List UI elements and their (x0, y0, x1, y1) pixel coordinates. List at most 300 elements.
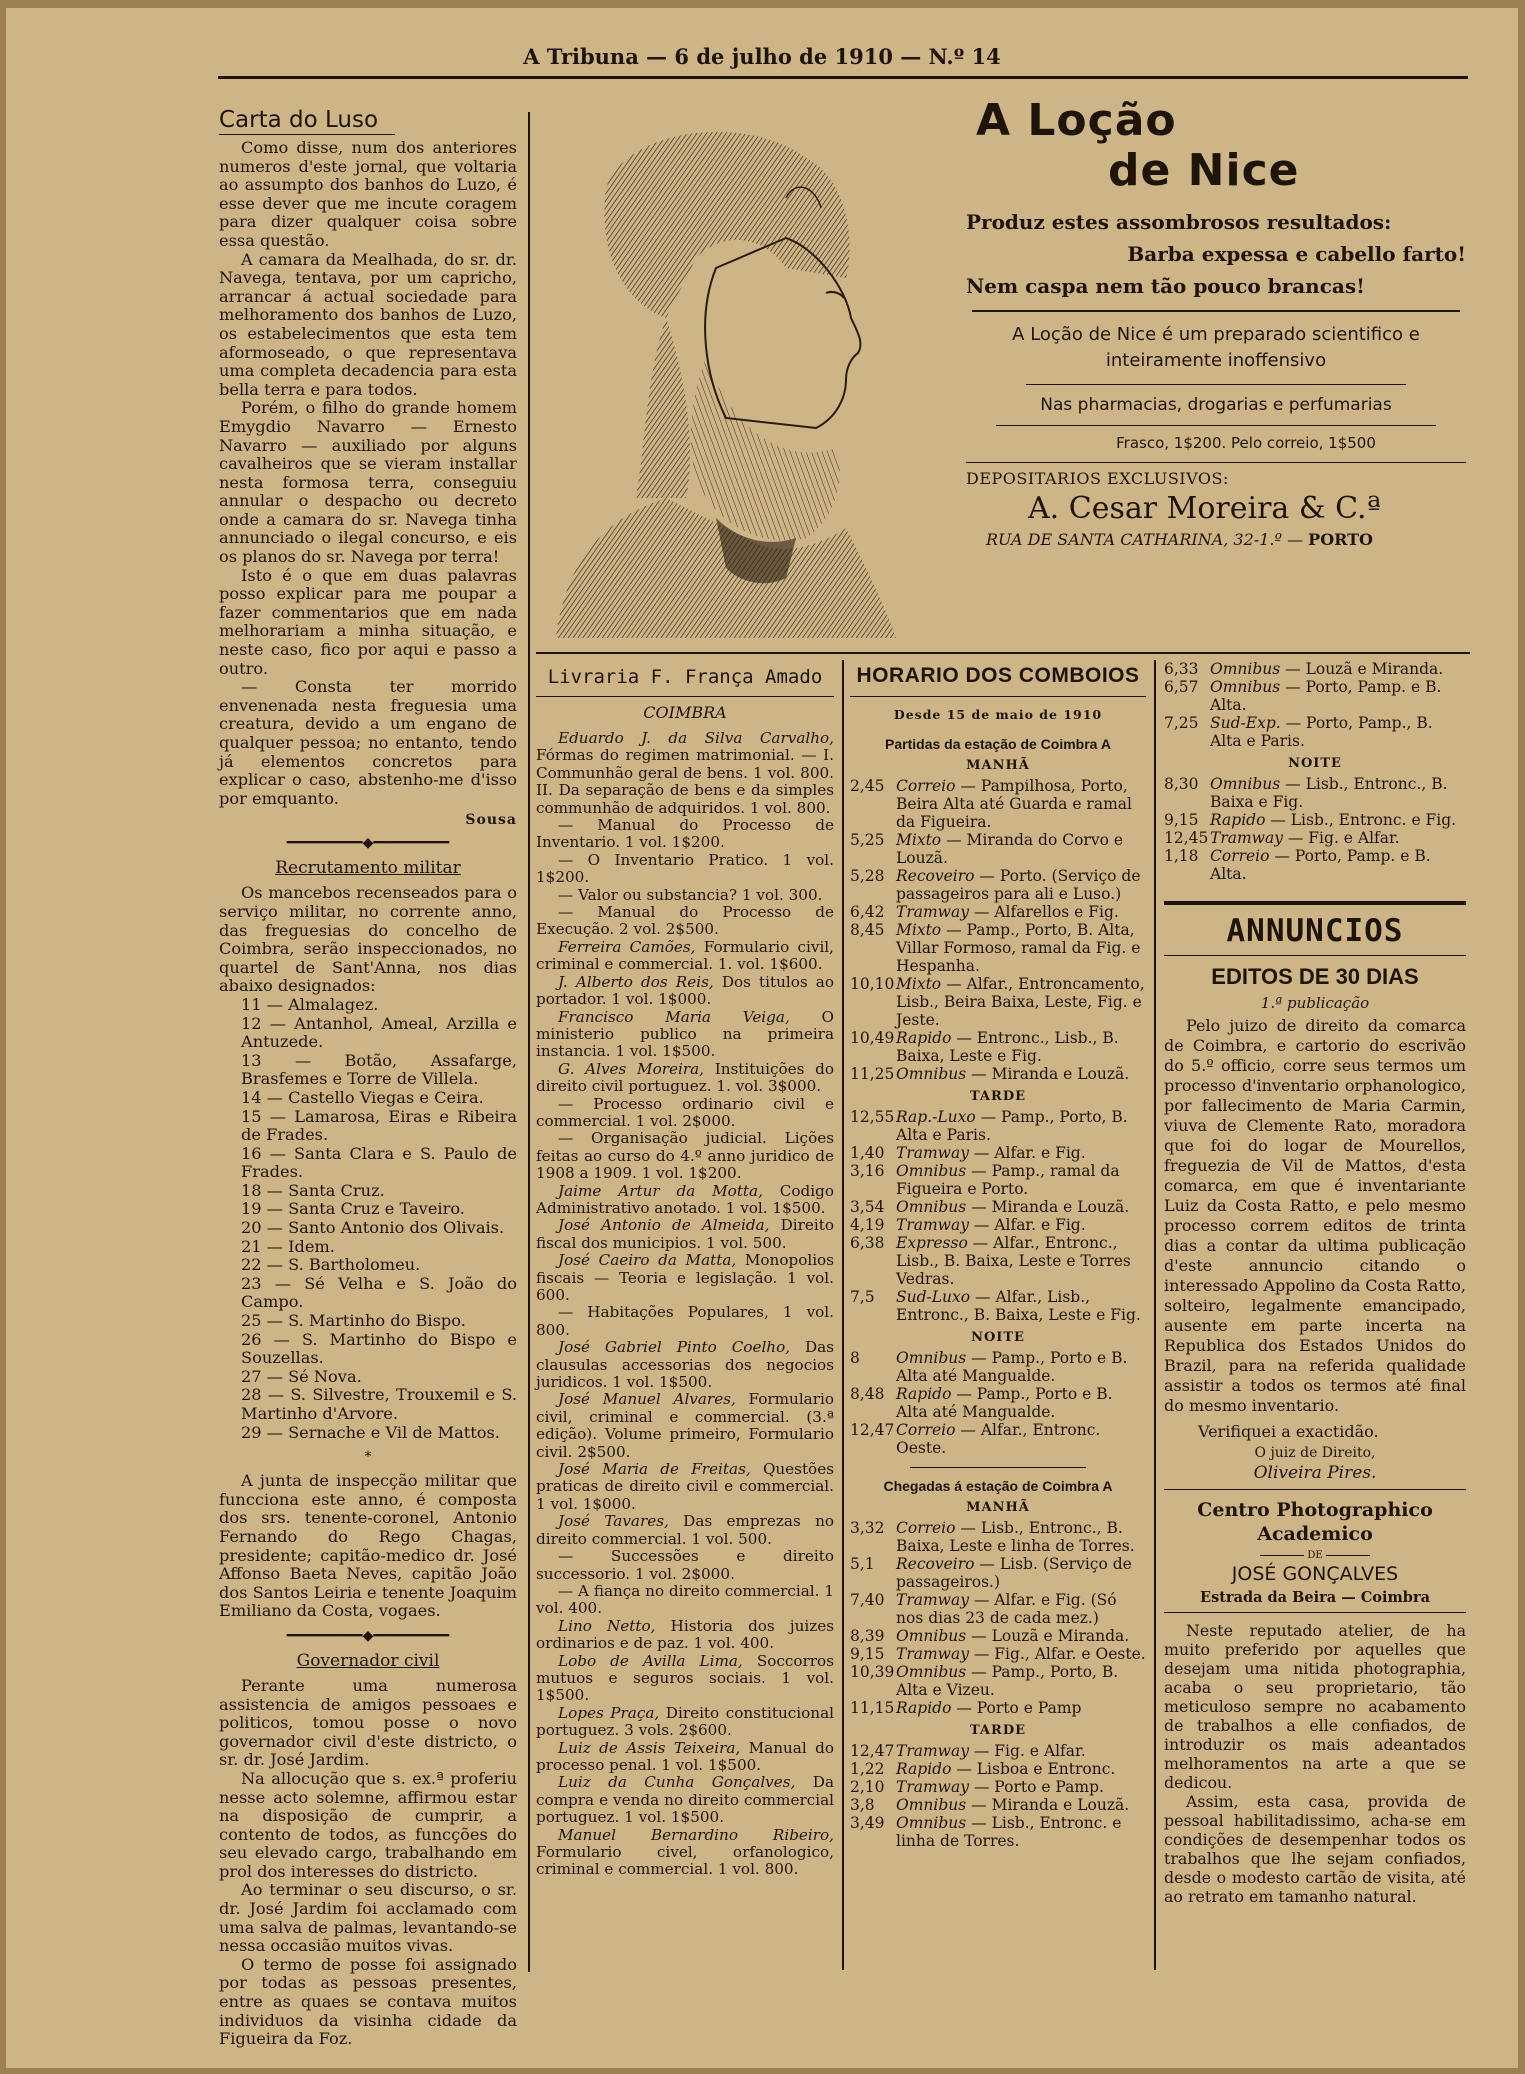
train-desc (896, 975, 1146, 1029)
book-text: — Processo ordinario civil e commercial. 1 vol. 2$000. (536, 1094, 834, 1130)
train-route: — Porto, Pamp., B. Alta e Paris. (1210, 714, 1433, 750)
partidas-noite (850, 1349, 1146, 1457)
train-row (1164, 714, 1466, 750)
chegadas-noite (1164, 775, 1466, 883)
train-route: — Miranda e Louzã. (966, 1065, 1130, 1083)
train-row (1164, 847, 1466, 883)
train-type: Tramway (896, 1144, 969, 1162)
train-desc (896, 1742, 1146, 1760)
train-time: 12,55 (850, 1108, 895, 1126)
book-text: Formulario civil, criminal e commercial. (3.ª edição). Volume primeiro, Formulario civil. 2$500. (536, 1390, 835, 1461)
train-type: Omnibus (1210, 660, 1281, 678)
list-item: 23 — Sé Velha e S. João do Campo. (241, 1273, 517, 1312)
train-time: 10,49 (850, 1029, 895, 1047)
train-time: 2,10 (850, 1778, 885, 1796)
recrutamento-intro (219, 884, 517, 996)
train-route: — Lisb. (Serviço de passageiros.) (896, 1555, 1132, 1591)
train-type: Tramway (896, 1778, 969, 1796)
junta-text (219, 1472, 517, 1621)
chegadas-manha (850, 1519, 1146, 1717)
portrait-engraving (546, 118, 946, 648)
train-desc (896, 831, 1146, 867)
train-type: Tramway (1210, 829, 1283, 847)
train-row (850, 1385, 1146, 1421)
train-desc (896, 1591, 1146, 1627)
section-label: MANHÃ (966, 758, 1030, 773)
carta-signature: Sousa (465, 812, 517, 829)
list-item: 29 — Sernache e Vil de Mattos. (241, 1422, 500, 1442)
locao-depositarios: DEPOSITARIOS EXCLUSIVOS: (966, 469, 1229, 488)
train-time: 8 (850, 1349, 860, 1367)
partidas-title: Partidas da estação de Coimbra A (885, 736, 1111, 752)
train-type: Recoveiro (896, 1555, 975, 1573)
recrutamento-list (219, 996, 517, 1442)
list-item: 25 — S. Martinho do Bispo. (241, 1311, 466, 1331)
locao-claim-2: Nem caspa nem tão pouco brancas! (966, 274, 1365, 298)
train-type: Rapido (1210, 811, 1266, 829)
train-time: 3,49 (850, 1814, 885, 1832)
book-entry (536, 1583, 834, 1618)
horario-rule (910, 1467, 1086, 1468)
train-time: 3,16 (850, 1162, 885, 1180)
book-text: Das emprezas no direito commercial. 1 vol. 500. (536, 1512, 834, 1548)
editos-publicacao: 1.ª publicação (1260, 994, 1370, 1012)
train-type: Sud-Exp. (1210, 714, 1281, 732)
book-author: Ferreira Camões, (558, 937, 696, 956)
train-desc (896, 1421, 1146, 1457)
carta-title: Carta do Luso (219, 106, 395, 135)
annuncios-title: ANNUNCIOS (1226, 913, 1404, 949)
book-entry (536, 1217, 834, 1252)
train-desc (896, 777, 1146, 831)
locao-desc: A Loção de Nice é um preparado scientifico e inteiramente inoffensivo (1012, 324, 1420, 371)
annuncios-rule (1164, 901, 1466, 905)
locao-rule (972, 310, 1460, 312)
list-item: 11 — Almalagez. (241, 994, 379, 1014)
train-row (1164, 829, 1466, 847)
locao-address: RUA DE SANTA CATHARINA, 32-1.º — (986, 530, 1304, 549)
locao-rule (996, 425, 1436, 426)
train-time: 1,40 (850, 1144, 885, 1162)
book-entry (536, 1740, 834, 1775)
train-row (850, 1421, 1146, 1457)
recrutamento-title: Recrutamento militar (275, 858, 461, 879)
train-desc (1210, 660, 1466, 678)
book-entry (536, 852, 834, 887)
train-desc (1210, 775, 1466, 811)
train-desc (896, 1216, 1146, 1234)
train-row (850, 1591, 1146, 1627)
masthead: A Tribuna — 6 de julho de 1910 — N.º 14 (523, 44, 1001, 69)
train-type: Expresso (896, 1234, 968, 1252)
train-route: — Entronc., Lisb., B. Baixa, Leste e Fig. (896, 1029, 1119, 1065)
book-entry (536, 887, 834, 904)
train-route: — Alfarellos e Fig. (968, 903, 1119, 921)
book-entry (536, 1548, 834, 1583)
train-row (850, 1645, 1146, 1663)
section-label: NOITE (1288, 756, 1342, 771)
book-entry (536, 817, 834, 852)
governador-body (219, 1677, 517, 2049)
train-route: — Alfar. e Fig. (968, 1216, 1086, 1234)
train-row (850, 1742, 1146, 1760)
train-row (850, 1627, 1146, 1645)
locao-address-line (986, 530, 1466, 549)
train-row (850, 1162, 1146, 1198)
train-row (1164, 678, 1466, 714)
centro-address: Estrada da Beira — Coimbra (1200, 1589, 1430, 1606)
train-type: Tramway (896, 1742, 969, 1760)
book-entry (536, 1130, 834, 1182)
paragraph: O termo de posse foi assignado por todas as pessoas presentes, entre as quaes se contava muitos individuos da visinha cidade da Figueira da Foz. (219, 1954, 517, 2049)
train-time: 6,38 (850, 1234, 885, 1252)
list-item: 16 — Santa Clara e S. Paulo de Frades. (241, 1143, 517, 1182)
paragraph: Pelo juizo de direito da comarca de Coimbra, e cartorio do escrivão do 5.º officio, corre seus termos um processo d'inventario orphanologico, por fallecimento de Maria Carmin, viuva de Clemente Rato, moradora que foi do logar de Mourellos, freguezia de Vil de Mattos, d'esta comarca, em que é inventariante Luiz da Costa Ratto, e pelo mesmo processo correm editos de trinta dias a contar da ultima publicação d'este annuncio citando o interessado Appolino da Costa Ratto, solteiro, legalmente emancipado, ausente em parte incerta na Republica dos Estados Unidos do Brazil, para na referida qualidade assistir a todos os termos até final do mesmo inventario. (1164, 1016, 1466, 1415)
locao-city: PORTO (1308, 530, 1373, 549)
book-text: Instituições do direito civil portuguez. 1. vol. 3$000. (536, 1059, 834, 1096)
train-row (850, 1555, 1146, 1591)
book-author: Manuel Bernardino Ribeiro, (558, 1825, 834, 1844)
ornament-rule-icon: ━━━━━━━━━◆━━━━━━━━━ (286, 835, 450, 852)
list-item: 27 — Sé Nova. (241, 1366, 362, 1386)
train-time: 1,22 (850, 1760, 885, 1778)
chegadas-tarde (850, 1742, 1146, 1850)
section-rule (536, 652, 1470, 654)
centro-name: JOSÉ GONÇALVES (1231, 1563, 1399, 1585)
list-item: 21 — Idem. (241, 1236, 335, 1256)
train-time: 11,15 (850, 1699, 895, 1717)
annuncios-rule (1164, 1489, 1466, 1490)
train-desc (896, 1555, 1146, 1591)
train-desc (896, 1108, 1146, 1144)
train-time: 2,45 (850, 777, 885, 795)
book-entry (536, 1061, 834, 1096)
book-text: Soccorros mutuos e seguros sociais. 1 vol. 1$500. (536, 1651, 834, 1705)
train-type: Mixto (896, 921, 942, 939)
train-route: — Miranda e Louzã. (966, 1796, 1130, 1814)
book-entry (536, 1513, 834, 1548)
book-entry (536, 730, 834, 817)
train-desc (896, 1627, 1146, 1645)
train-route: — Pamp., Porto, B. Alta, Villar Formoso, ramal da Fig. e Hespanha. (896, 921, 1141, 975)
train-type: Correio (896, 1519, 956, 1537)
book-author: Jaime Artur da Motta, (558, 1181, 763, 1200)
train-desc (896, 1198, 1146, 1216)
train-type: Omnibus (896, 1162, 967, 1180)
livraria-column (536, 660, 834, 1879)
centro-de-label: DE (1307, 1550, 1323, 1561)
train-desc (896, 867, 1146, 903)
book-text: Monopolios fiscais — Teoria e legislação. 1 vol. 600. (536, 1251, 834, 1304)
train-desc (896, 1519, 1146, 1555)
section-label: TARDE (969, 1723, 1027, 1738)
train-route: — Louzã e Miranda. (1280, 660, 1444, 678)
book-entry (536, 1096, 834, 1131)
horario-rule (850, 696, 1146, 697)
train-type: Sud-Luxo (896, 1288, 971, 1306)
train-row (850, 1108, 1146, 1144)
train-row (850, 1814, 1146, 1850)
book-text: — O Inventario Pratico. 1 vol. 1$200. (536, 850, 834, 887)
book-author: G. Alves Moreira, (558, 1059, 704, 1078)
train-row (850, 1198, 1146, 1216)
editos-verifiquei: Verifiquei a exactidão. (1198, 1422, 1379, 1441)
locao-where: Nas pharmacias, drogarias e perfumarias (1040, 395, 1392, 415)
train-type: Omnibus (896, 1198, 967, 1216)
train-route: — Porto, Pamp. e B. Alta. (1210, 678, 1442, 714)
train-time: 10,39 (850, 1663, 895, 1681)
paragraph: Perante uma numerosa assistencia de amigos pessoaes e politicos, tomou posse o novo governador civil d'este districto, o sr. dr. José Jardim. (219, 1675, 517, 1770)
train-route: — Fig., Alfar. e Oeste. (968, 1645, 1146, 1663)
locao-rule (966, 462, 1466, 463)
list-item: 18 — Santa Cruz. (241, 1180, 385, 1200)
centro-body (1164, 1621, 1466, 1906)
train-desc (1210, 678, 1466, 714)
train-type: Rapido (896, 1029, 952, 1047)
train-row (850, 777, 1146, 831)
train-route: — Pamp., Porto, B. Alta e Paris. (896, 1108, 1128, 1144)
train-time: 3,54 (850, 1198, 885, 1216)
train-route: — Miranda e Louzã. (966, 1198, 1130, 1216)
train-time: 9,15 (1164, 811, 1199, 829)
book-author: Luiz de Assis Teixeira, (558, 1738, 741, 1757)
ornament-rule-icon: ━━━━━━━━━◆━━━━━━━━━ (286, 1627, 450, 1644)
book-text: Questões praticas de direito civil e commercial. 1 vol. 1$000. (536, 1460, 834, 1513)
list-item: 14 — Castello Viegas e Ceira. (241, 1087, 484, 1107)
book-entry (536, 1705, 834, 1740)
asterisk-icon: * (364, 1449, 372, 1466)
paragraph: A junta de inspecção militar que funcciona este anno, é composta dos srs. tenente-coronel, Antonio Fernando do Rego Chagas, presidente; capitão-medico dr. José Affonso Baeta Neves, capitão João dos Santos Leiria e tenente Joaquim Emiliano da Costa, vogaes. (219, 1471, 517, 1621)
train-row (850, 1663, 1146, 1699)
train-type: Omnibus (896, 1814, 967, 1832)
train-row (1164, 811, 1466, 829)
train-route: — Porto e Pamp. (968, 1778, 1104, 1796)
train-row (850, 1796, 1146, 1814)
book-author: J. Alberto dos Reis, (558, 972, 714, 991)
train-desc (896, 903, 1146, 921)
book-text: O ministerio publico na primeira instancia. 1 vol. 1$500. (536, 1007, 834, 1061)
centro-rule (1164, 1612, 1466, 1613)
column-1 (219, 106, 517, 2049)
list-item: 13 — Botão, Assafarge, Brasfemes e Torre de Villela. (241, 1050, 517, 1089)
editos-title: EDITOS DE 30 DIAS (1211, 964, 1419, 989)
book-text: Das clausulas accessorias dos negocios juridicos. 1 vol. 1$500. (536, 1338, 834, 1392)
train-time: 10,10 (850, 975, 895, 993)
train-type: Omnibus (896, 1663, 967, 1681)
governador-title: Governador civil (296, 1650, 440, 1671)
train-desc (896, 921, 1146, 975)
chegadas-tarde-cont (1164, 660, 1466, 750)
train-desc (896, 1814, 1146, 1850)
editos-body (1164, 1016, 1466, 1416)
train-row (850, 1288, 1146, 1324)
train-route: — Alfar., Entronc. Oeste. (896, 1421, 1101, 1457)
train-type: Rapido (896, 1760, 952, 1778)
book-entry (536, 1391, 834, 1461)
train-route: — Alfar., Entroncamento, Lisb., Beira Baixa, Leste, Fig. e Jeste. (896, 975, 1145, 1029)
train-row (850, 1144, 1146, 1162)
book-text: — Valor ou substancia? 1 vol. 300. (558, 885, 823, 904)
train-time: 8,30 (1164, 775, 1199, 793)
locao-tagline: Produz estes assombrosos resultados: (966, 210, 1392, 234)
book-author: Lino Netto, (558, 1616, 656, 1635)
train-row (850, 903, 1146, 921)
train-desc (896, 1288, 1146, 1324)
livraria-city: COIMBRA (536, 696, 834, 722)
train-type: Omnibus (896, 1349, 967, 1367)
train-type: Mixto (896, 831, 942, 849)
column-rule (528, 112, 530, 1972)
masthead-rule (218, 76, 1468, 79)
train-desc (896, 1796, 1146, 1814)
book-text: Da compra e venda no direito commercial portuguez. 1 vol. 1$500. (536, 1773, 835, 1827)
train-time: 5,28 (850, 867, 885, 885)
train-row (850, 1216, 1146, 1234)
train-time: 11,25 (850, 1065, 895, 1083)
train-desc (896, 1699, 1146, 1717)
book-text: Manual do processo penal. 1 vol. 1$500. (536, 1738, 834, 1774)
train-route: — Alfar., Entronc., Lisb., B. Baixa, Leste e Torres Vedras. (896, 1234, 1131, 1288)
book-entry (536, 939, 834, 974)
train-time: 12,47 (850, 1421, 895, 1439)
paragraph: Como disse, num dos anteriores numeros d'este jornal, que voltaria ao assumpto dos banhos do Luzo, é esse dever que me incute coragem para dizer qualquer coisa sobre essa questão. (219, 138, 517, 250)
train-time: 6,57 (1164, 678, 1199, 696)
train-row (850, 1065, 1146, 1083)
train-type: Recoveiro (896, 867, 975, 885)
column-4 (1164, 660, 1466, 1906)
list-item: 22 — S. Bartholomeu. (241, 1255, 421, 1275)
section-label: MANHÃ (966, 1500, 1030, 1515)
locao-title-2: de Nice (1108, 145, 1300, 196)
book-text: — A fiança no direito commercial. 1 vol. 400. (536, 1581, 834, 1618)
section-label: NOITE (971, 1330, 1025, 1345)
train-type: Tramway (896, 903, 969, 921)
book-entry (536, 1252, 834, 1304)
train-row (850, 1029, 1146, 1065)
train-time: 4,19 (850, 1216, 885, 1234)
train-desc (1210, 847, 1466, 883)
column-rule (1154, 660, 1156, 1970)
train-route: — Alfar. e Fig. (Só nos dias 23 de cada mez.) (896, 1591, 1117, 1627)
locao-company: A. Cesar Moreira & C.ª (1028, 491, 1381, 526)
paragraph: Na allocução que s. ex.ª proferiu nesse acto solemne, affirmou estar na disposição de cumprir, a contento de todos, as funcções do seu elevado cargo, trabalhando em prol dos interesses do districto. (219, 1768, 517, 1881)
annuncios-rule (1164, 955, 1466, 956)
book-text: Historia dos juizes ordinarios e de paz. 1 vol. 400. (536, 1616, 834, 1653)
train-route: — Fig. e Alfar. (968, 1742, 1086, 1760)
train-time: 3,8 (850, 1796, 875, 1814)
paragraph: Ao terminar o seu discurso, o sr. dr. José Jardim foi acclamado com uma salva de palmas, levantando-se nessa occasião muitos vivas. (219, 1880, 517, 1956)
section-label: TARDE (969, 1089, 1027, 1104)
train-time: 9,15 (850, 1645, 885, 1663)
list-item: 28 — S. Silvestre, Trouxemil e S. Martinho d'Arvore. (241, 1385, 517, 1423)
train-time: 3,32 (850, 1519, 885, 1537)
train-time: 8,48 (850, 1385, 885, 1403)
train-desc (896, 1645, 1146, 1663)
list-item: 20 — Santo Antonio dos Olivais. (241, 1218, 505, 1238)
book-entry (536, 974, 834, 1009)
partidas-manha (850, 777, 1146, 1083)
book-author: José Antonio de Almeida, (558, 1216, 770, 1235)
train-desc (1210, 811, 1466, 829)
book-text: Formulario civil, criminal e commercial. 1. vol. 1$600. (536, 937, 834, 974)
train-type: Omnibus (1210, 678, 1281, 696)
paragraph: Os mancebos recenseados para o serviço militar, no corrente anno, das freguesias do concelho de Coimbra, serão inspeccionados, no quartel de Sant'Anna, nos dias abaixo designados: (219, 883, 517, 996)
train-desc (896, 1385, 1146, 1421)
paragraph: Assim, esta casa, provida de pessoal habilitadissimo, acha-se em condições de desempenhar todos os trabalhos que lhe sejam confiados, desde o modesto cartão de visita, até ao retrato em tamanho natural. (1164, 1792, 1466, 1906)
book-author: José Maria de Freitas, (558, 1460, 751, 1479)
book-author: Eduardo J. da Silva Carvalho, (558, 729, 834, 747)
list-item: 12 — Antanhol, Ameal, Arzilla e Antuzede. (241, 1013, 517, 1052)
train-route: — Louzã e Miranda. (966, 1627, 1130, 1645)
train-route: — Pamp., Porto e B. Alta até Mangualde. (896, 1349, 1128, 1385)
train-row (1164, 660, 1466, 678)
train-row (850, 1778, 1146, 1796)
book-author: Francisco Maria Veiga, (558, 1007, 790, 1026)
train-desc (1210, 714, 1466, 750)
train-route: — Porto e Pamp (951, 1699, 1082, 1717)
train-desc (896, 1144, 1146, 1162)
book-entry (536, 1618, 834, 1653)
train-desc (896, 1029, 1146, 1065)
train-time: 5,25 (850, 831, 885, 849)
carta-body (219, 139, 517, 808)
book-text: — Manual do Processo de Execução. 2 vol. 2$500. (536, 903, 834, 939)
train-type: Mixto (896, 975, 942, 993)
list-item: 15 — Lamarosa, Eiras e Ribeira de Frades. (241, 1106, 517, 1145)
book-list (536, 730, 834, 1879)
column-rule (842, 660, 844, 1970)
locao-claim-1: Barba expessa e cabello farto! (1127, 242, 1466, 266)
train-type: Correio (896, 1421, 956, 1439)
list-item: 19 — Santa Cruz e Taveiro. (241, 1199, 465, 1219)
train-time: 12,47 (850, 1742, 895, 1760)
train-time: 6,33 (1164, 660, 1199, 678)
train-route: — Porto, Pamp. e B. Alta. (1210, 847, 1431, 883)
train-route: — Pampilhosa, Porto, Beira Alta até Guarda e ramal da Figueira. (896, 777, 1132, 831)
train-route: — Lisb., Entronc., B. Baixa e Fig. (1210, 775, 1448, 811)
train-row (850, 1699, 1146, 1717)
train-type: Tramway (896, 1591, 969, 1609)
book-entry (536, 1653, 834, 1705)
train-time: 12,45 (1164, 829, 1209, 847)
book-entry (536, 1774, 834, 1826)
train-route: — Alfar. e Fig. (968, 1144, 1086, 1162)
train-type: Rap.-Luxo (896, 1108, 976, 1126)
train-route: — Alfar., Lisb., Entronc., B. Baixa, Leste e Fig. (896, 1288, 1141, 1324)
paragraph: Isto é o que em duas palavras posso explicar para me poupar a fazer commentarios que em nada melhorariam a minha situação, e neste caso, fico por aqui e passo a outro. (219, 565, 517, 678)
train-route: — Lisb., Entronc., B. Baixa, Leste e linha de Torres. (896, 1519, 1135, 1555)
book-entry (536, 1461, 834, 1513)
train-desc (896, 1065, 1146, 1083)
book-author: José Manuel Alvares, (558, 1390, 736, 1409)
train-route: — Fig. e Alfar. (1282, 829, 1400, 847)
book-text: — Manual do Processo de Inventario. 1 vol. 1$200. (536, 816, 834, 852)
paragraph: Neste reputado atelier, de ha muito preferido por aquelles que desejam uma nitida photographia, acaba o seu proprietario, tão meticuloso sempre no acabamento de trabalhos a elle confiados, de introduzir os mais adeantados melhoramentos na arte a que se dedicou. (1164, 1621, 1466, 1792)
partidas-tarde (850, 1108, 1146, 1324)
train-type: Rapido (896, 1385, 952, 1403)
book-entry (536, 1827, 834, 1879)
train-time: 7,5 (850, 1288, 875, 1306)
train-desc (896, 1663, 1146, 1699)
train-time: 8,45 (850, 921, 885, 939)
paragraph: A camara da Mealhada, do sr. dr. Navega, tentava, por um capricho, arrancar á actual sociedade para melhoramento dos banhos de Luzo, os estabelecimentos que esta tem aformoseado, o que representava uma completa decadencia para esta bella terra e para todos. (219, 249, 517, 399)
paragraph: — Consta ter morrido envenenada nesta freguesia uma creatura, devido a um engano de qualquer pessoa; no entanto, tendo já elementos concretos para explicar o caso, abstenho-me d'isso por emquanto. (219, 677, 517, 808)
train-route: — Pamp., ramal da Figueira e Porto. (896, 1162, 1120, 1198)
book-author: Lobo de Avilla Lima, (558, 1651, 743, 1670)
train-type: Omnibus (896, 1065, 967, 1083)
train-route: — Porto. (Serviço de passageiros para ali e Luso.) (896, 867, 1141, 903)
locao-rule (1026, 384, 1406, 385)
